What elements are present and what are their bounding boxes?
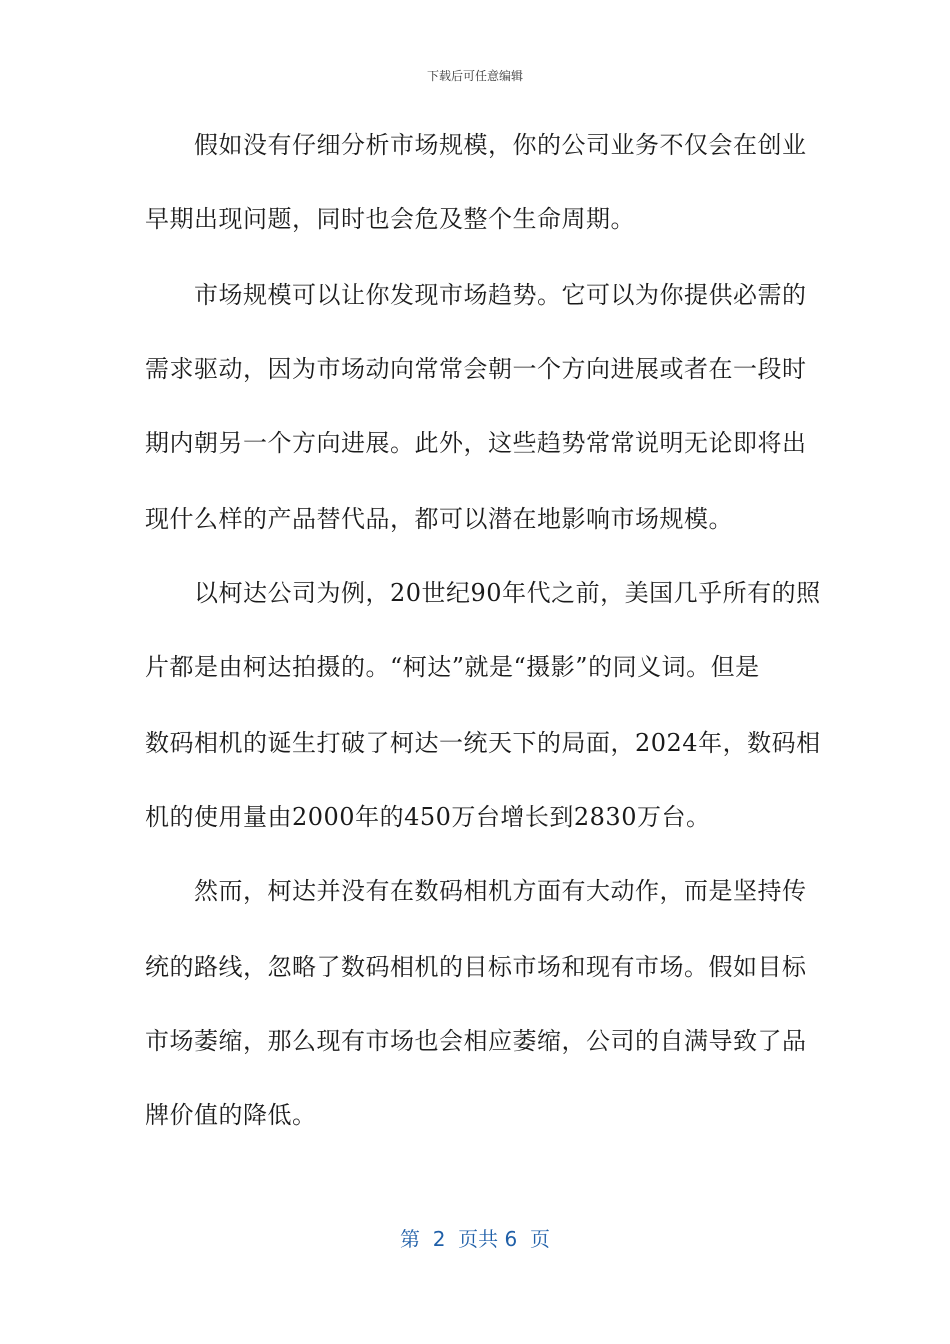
text-line: 早期出现问题，同时也会危及整个生命周期。 [145, 205, 635, 233]
text-line: 市场规模可以让你发现市场趋势。它可以为你提供必需的 [145, 281, 807, 309]
text-line: 假如没有仔细分析市场规模，你的公司业务不仅会在创业 [145, 131, 807, 159]
text-line: 牌价值的降低。 [145, 1101, 317, 1129]
text-line: 机的使用量由2000年的450万台增长到2830万台。 [145, 803, 711, 831]
text-line: 市场萎缩，那么现有市场也会相应萎缩，公司的自满导致了品 [145, 1027, 807, 1055]
text-line: 期内朝另一个方向进展。此外，这些趋势常常说明无论即将出 [145, 429, 807, 457]
text-line: 然而，柯达并没有在数码相机方面有大动作，而是坚持传 [145, 877, 807, 905]
text-line: 以柯达公司为例，20世纪90年代之前，美国几乎所有的照 [145, 579, 821, 607]
text-line: 统的路线，忽略了数码相机的目标市场和现有市场。假如目标 [145, 953, 807, 981]
text-line: 现什么样的产品替代品，都可以潜在地影响市场规模。 [145, 505, 733, 533]
page-number: 第 2 页共 6 页 [400, 1227, 550, 1251]
text-line: 需求驱动，因为市场动向常常会朝一个方向进展或者在一段时 [145, 355, 807, 383]
text-line: 片都是由柯达拍摄的。“柯达”就是“摄影”的同义词。但是 [145, 653, 760, 681]
text-line: 数码相机的诞生打破了柯达一统天下的局面，2024年，数码相 [145, 729, 821, 757]
header-note: 下载后可任意编辑 [426, 69, 523, 83]
